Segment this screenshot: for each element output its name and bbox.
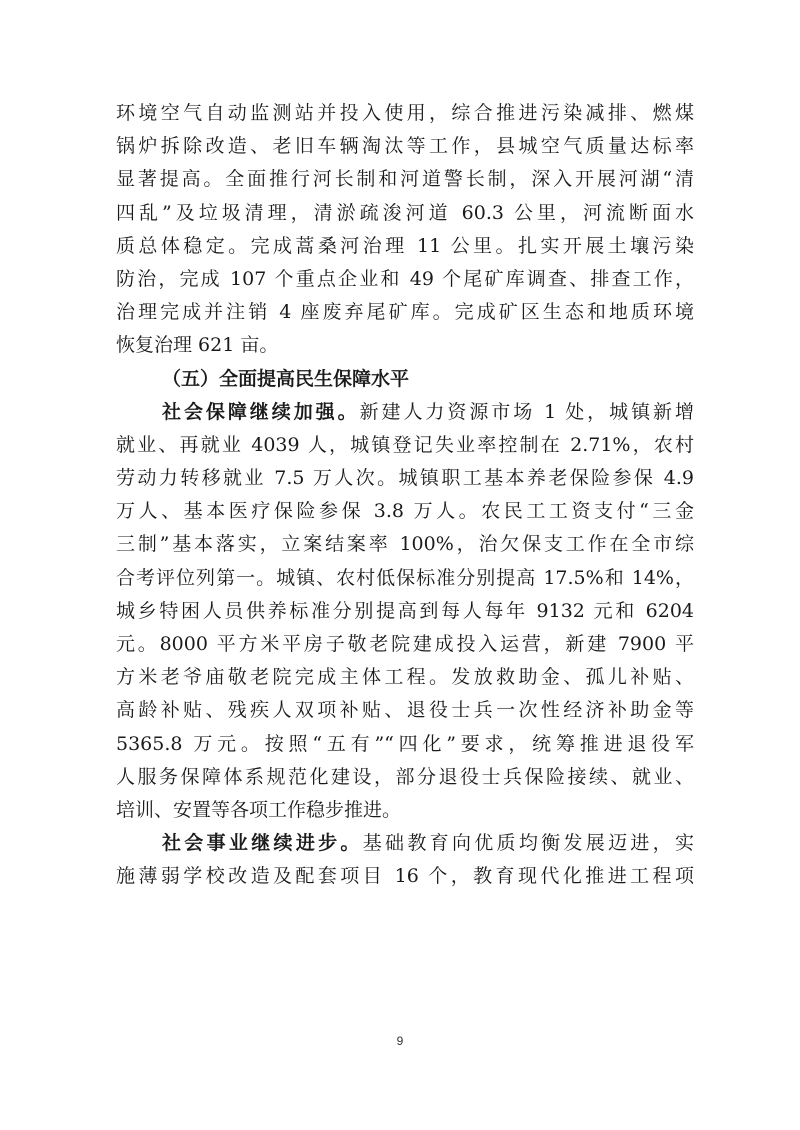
body-line: 防治，完成 107 个重点企业和 49 个尾矿库调查、排查工作，	[116, 267, 694, 290]
body-line: 恢复治理 621 亩。	[116, 334, 279, 357]
body-line: 高龄补贴、残疾人双项补贴、退役士兵一次性经济补助金等	[116, 699, 694, 722]
body-line: 质总体稳定。完成蒿桑河治理 11 公里。扎实开展土壤污染	[116, 234, 694, 257]
paragraph-lead: 社会事业继续进步。	[162, 832, 363, 855]
body-line: 四乱”及垃圾清理，清淤疏浚河道 60.3 公里，河流断面水	[116, 201, 694, 224]
body-line: 合考评位列第一。城镇、农村低保标准分别提高 17.5%和 14%，	[116, 566, 694, 589]
paragraph-text: 基础教育向优质均衡发展迈进，实	[362, 832, 694, 855]
body-line: 万人、基本医疗保险参保 3.8 万人。农民工工资支付“三金	[116, 500, 694, 523]
body-line: 劳动力转移就业 7.5 万人次。城镇职工基本养老保险参保 4.9	[116, 467, 694, 490]
body-line: 环境空气自动监测站并投入使用，综合推进污染减排、燃煤	[116, 102, 694, 124]
body-line: 治理完成并注销 4 座废弃尾矿库。完成矿区生态和地质环境	[116, 301, 694, 324]
body-line: 培训、安置等各项工作稳步推进。	[116, 798, 402, 821]
body-line: 就业、再就业 4039 人，城镇登记失业率控制在 2.71%，农村	[116, 433, 694, 456]
section-heading: （五）全面提高民生保障水平	[162, 367, 410, 390]
body-line: 显著提高。全面推行河长制和河道警长制，深入开展河湖“清	[116, 168, 694, 191]
body-line: 5365.8 万元。按照“五有”“四化”要求，统筹推进退役军	[116, 732, 694, 755]
paragraph-lead: 社会保障继续加强。	[162, 400, 360, 423]
paragraph-first-line	[116, 827, 694, 860]
body-line: 元。8000 平方米平房子敬老院建成投入运营，新建 7900 平	[116, 633, 694, 655]
body-line: 锅炉拆除改造、老旧车辆淘汰等工作，县城空气质量达标率	[116, 135, 694, 158]
page-number: 9	[396, 1034, 404, 1048]
body-line: 人服务保障体系规范化建设，部分退役士兵保险接续、就业、	[116, 765, 694, 788]
paragraph-first-line	[116, 396, 694, 429]
body-line: 城乡特困人员供养标准分别提高到每人每年 9132 元和 6204	[116, 599, 694, 622]
paragraph-text: 新建人力资源市场 1 处，城镇新增	[359, 400, 694, 423]
document-body	[116, 97, 694, 894]
body-line: 施薄弱学校改造及配套项目 16 个，教育现代化推进工程项	[116, 865, 694, 888]
body-line: 方米老爷庙敬老院完成主体工程。发放救助金、孤儿补贴、	[116, 666, 694, 689]
body-line: 三制”基本落实，立案结案率 100%，治欠保支工作在全市综	[116, 533, 694, 556]
